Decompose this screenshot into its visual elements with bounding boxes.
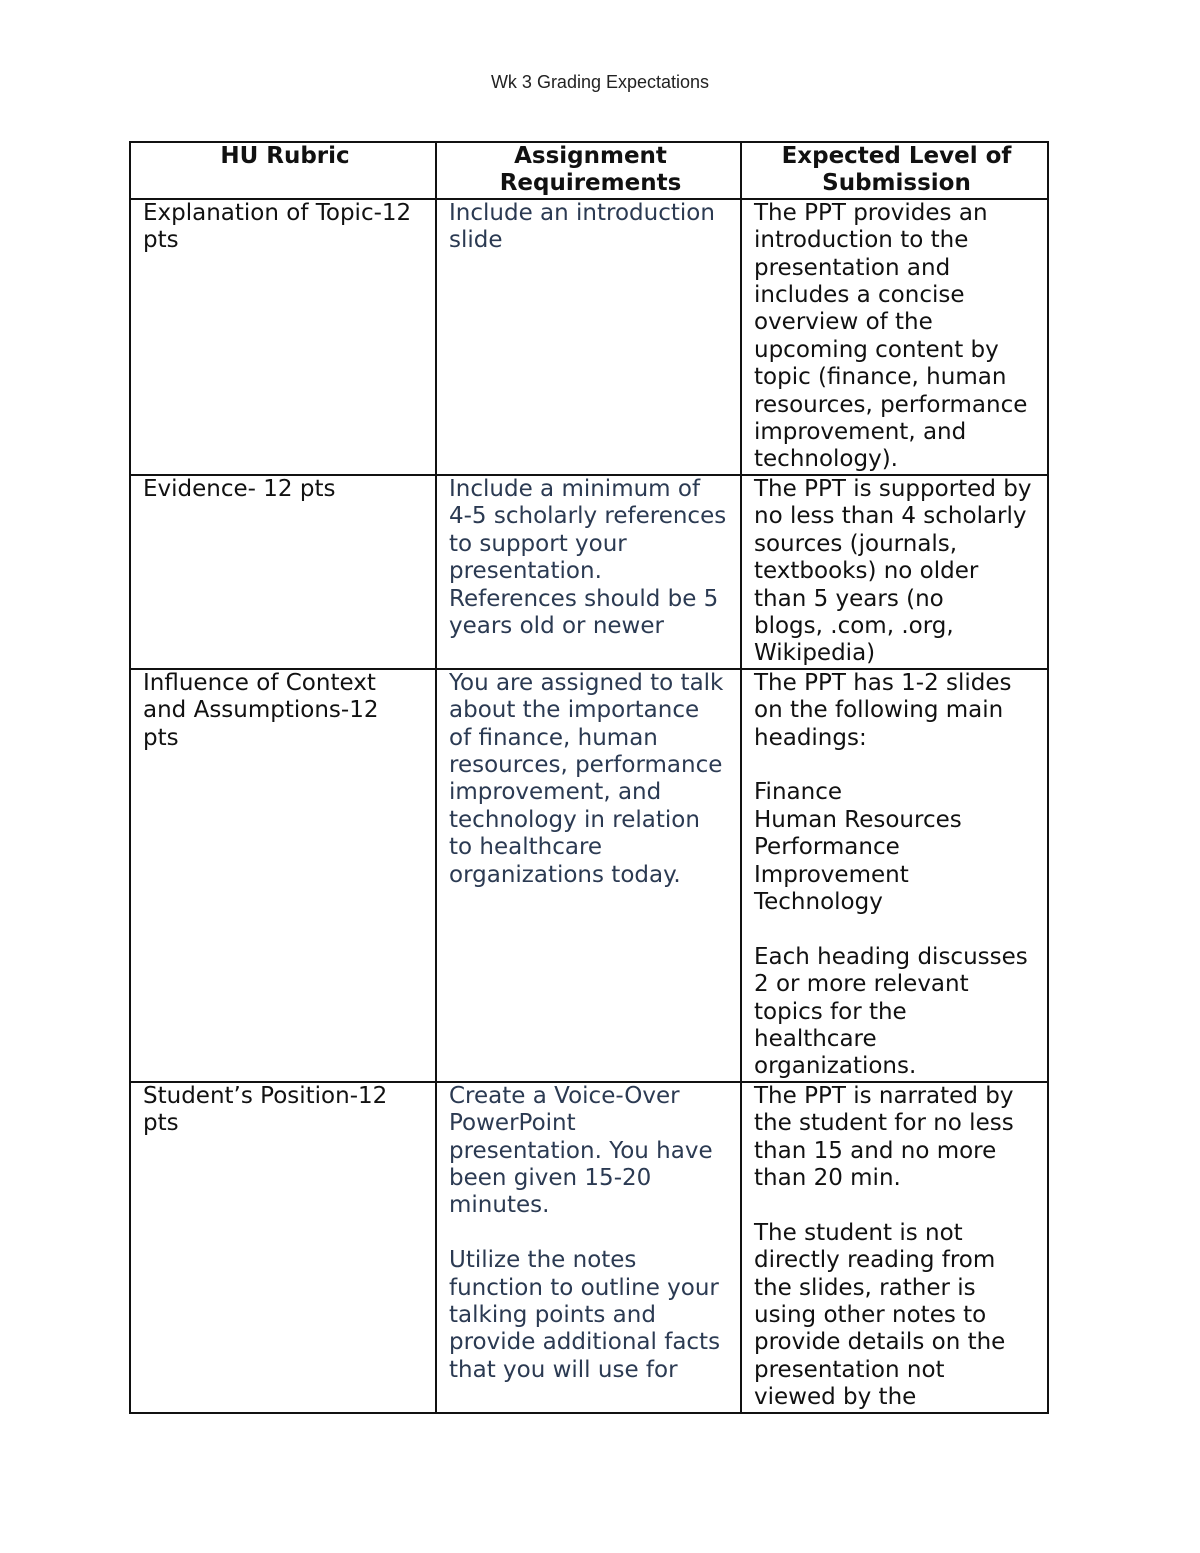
- expected-cell: The PPT provides an introduction to the presentation and includes a concise overview of the upcoming content by topic (finance, human resources, performance improvement, and technology).: [741, 199, 1048, 475]
- rubric-cell: Student’s Position-12 pts: [130, 1082, 436, 1413]
- table-row: [130, 1082, 1048, 1413]
- table-row: [130, 475, 1048, 669]
- requirement-cell: Create a Voice-Over PowerPoint presentation. You have been given 15-20 minutes. Utilize the notes function to outline your talking points and provide additional facts that you will use for: [436, 1082, 741, 1413]
- table-row: [130, 669, 1048, 1082]
- table-header-row: [130, 142, 1048, 199]
- column-header-hu-rubric: HU Rubric: [130, 142, 436, 199]
- requirement-cell: Include an introduction slide: [436, 199, 741, 475]
- column-header-expected-level: Expected Level of Submission: [741, 142, 1048, 199]
- expected-cell: The PPT is supported by no less than 4 scholarly sources (journals, textbooks) no older than 5 years (no blogs, .com, .org, Wikipedia): [741, 475, 1048, 669]
- rubric-cell: Evidence- 12 pts: [130, 475, 436, 669]
- rubric-cell: Influence of Context and Assumptions-12 pts: [130, 669, 436, 1082]
- expected-cell: The PPT has 1-2 slides on the following main headings: Finance Human Resources Performance Improvement Technology Each heading discusses 2 or more relevant topics for the healthcare organizations.: [741, 669, 1048, 1082]
- expected-cell: The PPT is narrated by the student for no less than 15 and no more than 20 min. The student is not directly reading from the slides, rather is using other notes to provide details on the presentation not viewed by the: [741, 1082, 1048, 1413]
- table-row: [130, 199, 1048, 475]
- rubric-cell: Explanation of Topic-12 pts: [130, 199, 436, 475]
- grading-rubric-table: [129, 141, 1049, 1414]
- column-header-assignment-requirements: Assignment Requirements: [436, 142, 741, 199]
- requirement-cell: You are assigned to talk about the importance of finance, human resources, performance improvement, and technology in relation to healthcare organizations today.: [436, 669, 741, 1082]
- page-title: Wk 3 Grading Expectations: [490, 72, 710, 92]
- requirement-cell: Include a minimum of 4-5 scholarly references to support your presentation. References should be 5 years old or newer: [436, 475, 741, 669]
